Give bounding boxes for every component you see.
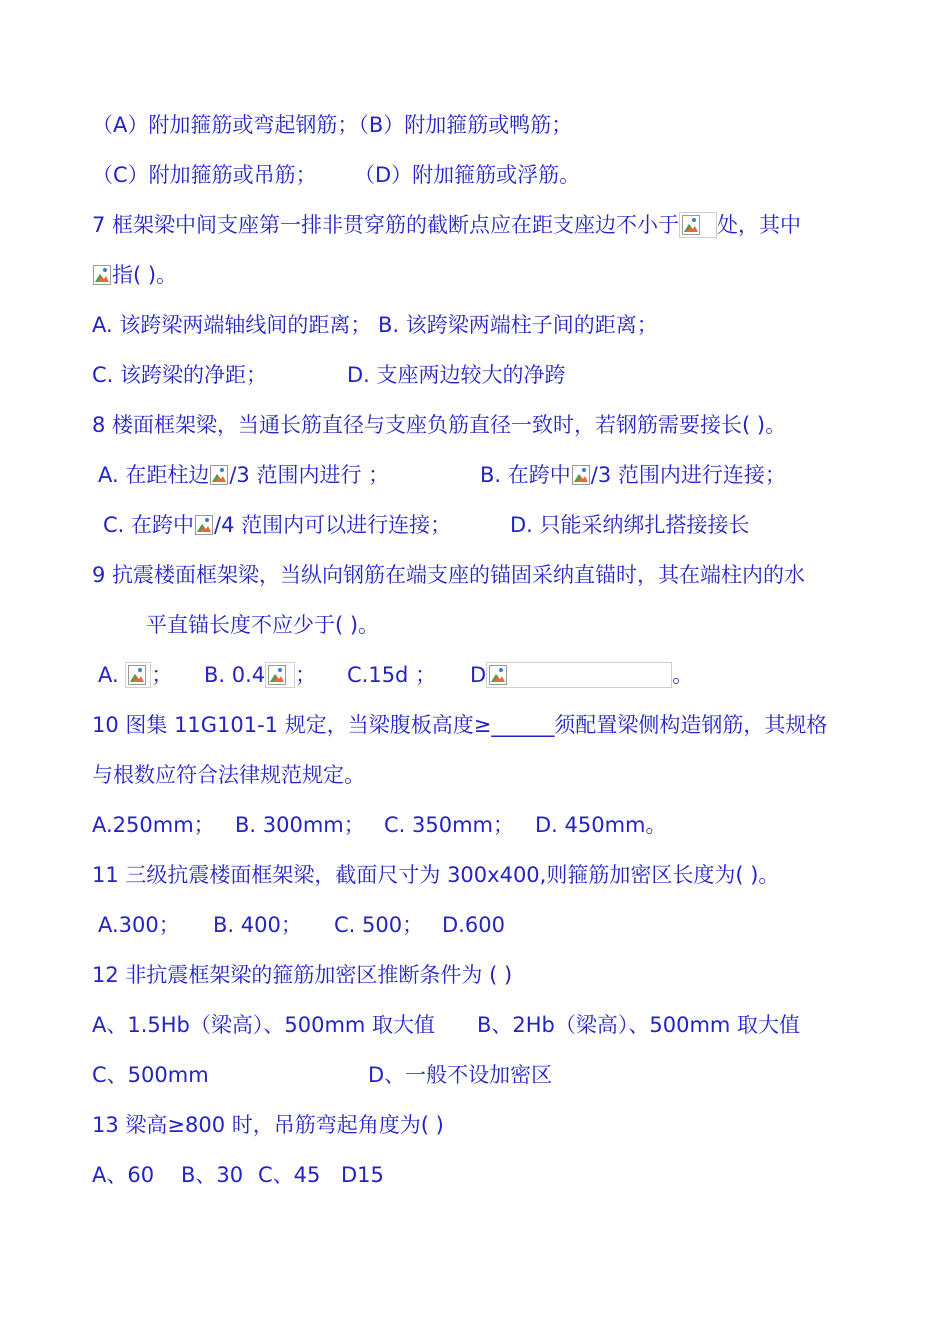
q9-option-d-pre: D (470, 663, 487, 687)
q8-option-c-pre: C. 在跨中 (103, 513, 195, 537)
q7-question-text-c: 指( )。 (112, 263, 178, 287)
q8-option-c-post: /4 范围内可以进行连接； (214, 513, 452, 537)
q8-option-a (98, 460, 389, 490)
q7-option-d: D. 支座两边较大的净跨 (347, 363, 566, 387)
q10-option-c: C. 350mm； (384, 813, 515, 837)
q8-question: 8 楼面框架梁，当通长筋直径与支座负筋直径一致时，若钢筋需要接长( )。 (92, 413, 787, 437)
q9-option-b-post: ； (295, 663, 317, 687)
q11-option-b: B. 400； (213, 913, 302, 937)
q13-question: 13 梁高≥800 时，吊筋弯起角度为( ) (92, 1113, 444, 1137)
q10-question-cont: 与根数应符合法律规范规定。 (92, 763, 365, 787)
q7-question-text-a: 7 框架梁中间支座第一排非贯穿筋的截断点应在距支座边不小于 (92, 213, 680, 237)
q6-options-ab: （A）附加箍筋或弯起钢筋；（B）附加箍筋或鸭筋； (92, 113, 573, 137)
q9-option-d (470, 660, 693, 690)
q7-question (92, 210, 801, 240)
q7-question-text-b: 处，其中 (717, 213, 802, 237)
q8-option-d: D. 只能采纳绑扎搭接接长 (510, 513, 750, 537)
q11-option-c: C. 500； (334, 913, 424, 937)
q12-option-b: B、2Hb（梁高）、500mm 取大值 (477, 1013, 801, 1037)
broken-image-icon (195, 515, 213, 535)
q13-option-d: D15 (341, 1163, 384, 1187)
q13-option-a: A、60 (92, 1163, 155, 1187)
q9-option-a-post: ； (151, 663, 173, 687)
q7-formula-image (679, 212, 717, 238)
q10-question: 10 图集 11G101-1 规定，当梁腹板高度≥______须配置梁侧构造钢筋，其规格 (92, 713, 828, 737)
q11-option-a: A.300； (98, 913, 180, 937)
broken-image-icon (128, 665, 146, 685)
q7-options-ab: A. 该跨梁两端轴线间的距离； B. 该跨梁两端柱子间的距离； (92, 313, 658, 337)
broken-image-icon (268, 665, 286, 685)
broken-image-icon (489, 665, 507, 685)
q10-option-a: A.250mm； (92, 813, 215, 837)
q7-option-c: C. 该跨梁的净距； (92, 363, 268, 387)
broken-image-icon (210, 465, 228, 485)
broken-image-icon (93, 265, 111, 285)
q12-question: 12 非抗震框架梁的箍筋加密区推断条件为 ( ) (92, 963, 513, 987)
q6-option-c-text: （C）附加箍筋或吊筋； (92, 163, 317, 187)
q12-option-d: D、一般不设加密区 (368, 1063, 553, 1087)
q8-option-c (103, 510, 451, 540)
q9-option-d-post: 。 (672, 663, 694, 687)
q13-option-c: C、45 (258, 1163, 321, 1187)
q9-question: 9 抗震楼面框架梁，当纵向钢筋在端支座的锚固采纳直锚时，其在端柱内的水 (92, 563, 806, 587)
q9-option-d-image (486, 662, 672, 688)
q9-option-a (98, 660, 172, 690)
q11-option-d: D.600 (442, 913, 505, 937)
q9-question-cont: 平直锚长度不应少于( )。 (146, 613, 380, 637)
q11-question: 11 三级抗震楼面框架梁，截面尺寸为 300x400,则箍筋加密区长度为( )。 (92, 863, 780, 887)
q9-option-a-pre: A. (98, 663, 119, 687)
q10-option-b: B. 300mm； (235, 813, 365, 837)
broken-image-icon (572, 465, 590, 485)
q12-option-c: C、500mm (92, 1063, 209, 1087)
q9-option-b-image (265, 662, 295, 688)
q8-option-a-post: /3 范围内进行 ； (229, 463, 390, 487)
broken-image-icon (682, 215, 700, 235)
q9-option-b-pre: B. 0.4 (204, 663, 266, 687)
q12-option-a: A、1.5Hb（梁高）、500mm 取大值 (92, 1013, 436, 1037)
q13-option-b: B、30 (181, 1163, 244, 1187)
q8-option-b-post: /3 范围内进行连接； (590, 463, 786, 487)
q6-option-d-text: （D）附加箍筋或浮筋。 (354, 163, 581, 187)
q8-option-b (480, 460, 786, 490)
q9-option-b (204, 660, 316, 690)
q10-option-d: D. 450mm。 (535, 813, 667, 837)
q8-option-b-pre: B. 在跨中 (480, 463, 571, 487)
q9-option-a-image (125, 662, 151, 688)
q8-option-a-pre: A. 在距柱边 (98, 463, 210, 487)
q9-option-c: C.15d ； (347, 663, 437, 687)
q7-question-cont (92, 260, 177, 290)
